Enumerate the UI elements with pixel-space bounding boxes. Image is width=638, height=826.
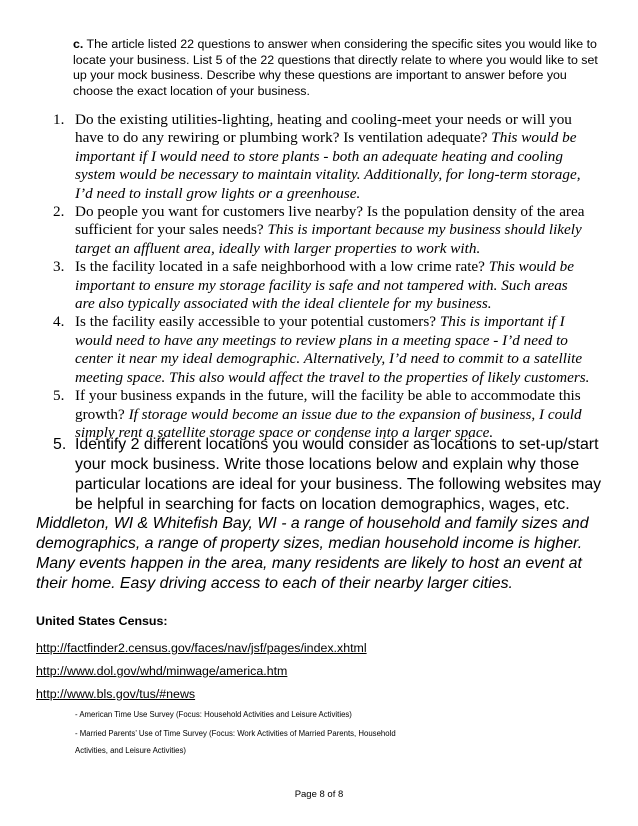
section-5-number: 5. xyxy=(53,436,67,453)
list-item xyxy=(0,203,638,258)
survey-item-continuation: Activities, and Leisure Activities) xyxy=(75,746,186,755)
part-c-text: The article listed 22 questions to answer when considering the specific sites you would like to locate your business. List 5 of the 22 questions that directly relate to where you would like to set up your mock business. Describe why these questions are important to answer before you choose the exact location of your business. xyxy=(73,37,598,98)
survey-item: - Married Parents’ Use of Time Survey (Focus: Work Activities of Married Parents, Household xyxy=(75,729,396,738)
list-item-number: 2. xyxy=(53,203,65,221)
question-text: Do the existing utilities-lighting, heating and cooling-meet your needs or will you have to do any rewiring or plumbing work? Is ventilation adequate? xyxy=(75,111,572,147)
answer-text: If storage would become an issue due to the expansion of business, I could simply rent a satellite storage space or condense into a larger space. xyxy=(75,405,582,441)
list-item-number: 4. xyxy=(53,313,65,331)
question-text: Is the facility easily accessible to your potential customers? xyxy=(75,313,437,331)
part-c-label: c. xyxy=(73,37,84,51)
list-item xyxy=(0,313,638,387)
survey-item: - American Time Use Survey (Focus: Household Activities and Leisure Activities) xyxy=(75,710,352,719)
page-number: Page 8 of 8 xyxy=(294,789,344,800)
list-item xyxy=(0,258,638,313)
part-c-prompt xyxy=(73,37,603,99)
census-link[interactable]: http://factfinder2.census.gov/faces/nav/jsf/pages/index.xhtml xyxy=(36,641,367,655)
question-text: Is the facility located in a safe neighborhood with a low crime rate? xyxy=(75,258,485,276)
answer-text: This is important if I would need to have any meetings to review plans in a meeting space - I’d need to center it near my ideal demographic. Alternatively, I’d need to commit to a satellite meeting space. This also would affect the travel to the properties of likely customers. xyxy=(75,313,590,386)
bls-tus-link[interactable]: http://www.bls.gov/tus/#news xyxy=(36,687,196,701)
locations-answer: Middleton, WI & Whitefish Bay, WI - a range of household and family sizes and demographics, a range of property sizes, median household income is higher. Many events happen in the area, many residents are likely to host an event at their home. Easy driving access to each of their nearby larger cities. xyxy=(36,515,589,592)
question-text: If your business expands in the future, will the facility be able to accommodate this growth? xyxy=(75,387,581,423)
census-heading: United States Census: xyxy=(36,614,168,628)
list-item-number: 5. xyxy=(53,387,65,405)
question-text: Do people you want for customers live nearby? Is the population density of the area sufficient for your sales needs? xyxy=(75,203,585,239)
list-item xyxy=(0,111,638,203)
section-5-text: Identify 2 different locations you would consider as locations to set-up/start your mock business. Write those locations below and explain why those particular locations are ideal for your business. The following websites may be helpful in searching for facts on location demographics, wages, etc. xyxy=(75,436,602,513)
answer-text: This would be important to ensure my storage facility is safe and not tampered with. Such areas are also typically associated with the ideal clientele for my business. xyxy=(75,258,574,313)
list-item-number: 3. xyxy=(53,258,65,276)
dol-minwage-link[interactable]: http://www.dol.gov/whd/minwage/america.htm xyxy=(36,664,288,678)
answer-text: This is important because my business should likely target an affluent area, ideally with larger properties to work with. xyxy=(75,221,582,257)
list-item-number: 1. xyxy=(53,111,65,128)
section-5-prompt xyxy=(53,435,608,515)
answer-text: This would be important if I would need to store plants - both an adequate heating and cooling system would be necessary to maintain vitality. Additionally, for long-term storage, I’d need to install grow lights or a greenhouse. xyxy=(75,129,581,202)
questions-list xyxy=(0,111,638,442)
